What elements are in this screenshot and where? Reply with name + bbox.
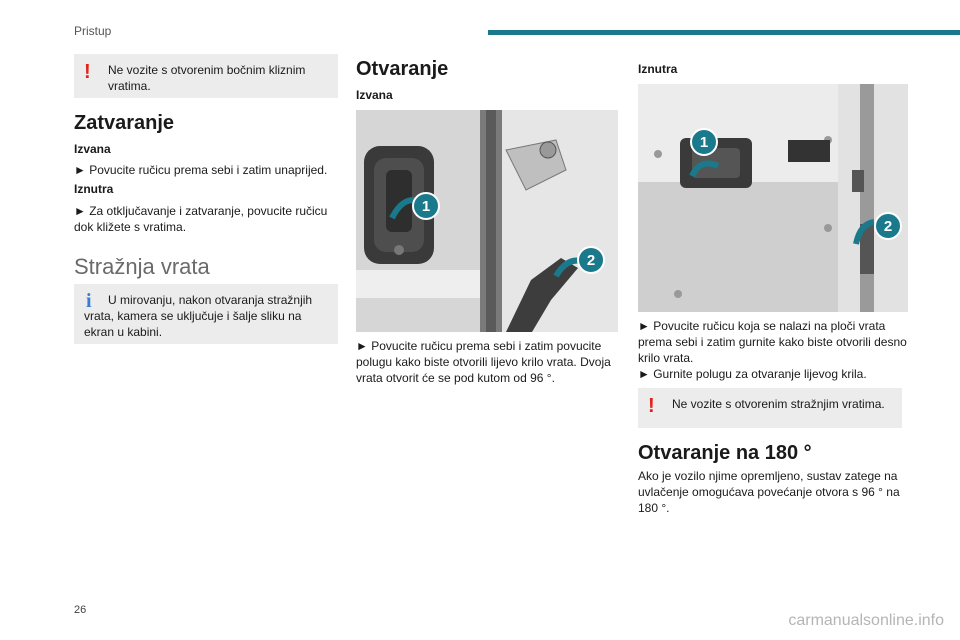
exclamation-icon: ! (84, 61, 91, 83)
heading-opening: Otvaranje (356, 58, 449, 80)
heading-180: Otvaranje na 180 ° (638, 442, 812, 464)
text-closing-inside: ► Za otključavanje i zatvaranje, povucite ručicu dok kližete s vratima. (74, 204, 328, 234)
info-note-camera (74, 284, 338, 344)
page-number: 26 (74, 604, 87, 616)
subheading-inside: Iznutra (74, 182, 114, 196)
subheading-outside: Izvana (74, 142, 111, 156)
figure-outside-handle (356, 110, 618, 332)
callout-2: 2 (883, 218, 893, 235)
callout-2: 2 (586, 252, 596, 269)
callout-1: 1 (699, 134, 709, 151)
heading-closing: Zatvaranje (74, 112, 175, 134)
text-opening-outside: ► Povucite ručicu prema sebi i zatim povucite polugu kako biste otvorili lijevo krilo vrata. Dvoja vrata otvorit će se pod kutom od 96 °. (356, 339, 611, 385)
watermark: carmanualsonline.info (788, 612, 944, 629)
subheading-inside-opening: Iznutra (638, 62, 678, 76)
text-closing-outside: ► Povucite ručicu prema sebi i zatim unaprijed. (74, 163, 328, 177)
exclamation-icon: ! (648, 395, 655, 417)
section-title: Pristup (74, 24, 112, 38)
heading-rear-doors: Stražnja vrata (74, 254, 210, 279)
callout-1: 1 (421, 198, 431, 215)
info-text: U mirovanju, nakon otvaranja stražnjih vrata, kamera se uključuje i šalje sliku na ekran u kabini. (84, 293, 313, 339)
header-accent-bar (488, 30, 960, 35)
info-icon: i (86, 290, 92, 312)
text-180: Ako je vozilo njime opremljeno, sustav zatege na uvlačenje omogućava povećanje otvora s 96 ° na 180 °. (638, 469, 900, 515)
warning-text: Ne vozite s otvorenim stražnjim vratima. (672, 397, 885, 411)
text-opening-inside-2: ► Gurnite polugu za otvaranje lijevog krila. (638, 367, 867, 381)
inside-handle-illustration (638, 84, 908, 312)
subheading-outside-opening: Izvana (356, 88, 393, 102)
warning-note-rear-doors (638, 388, 902, 428)
warning-text: Ne vozite s otvorenim bočnim kliznim vratima. (108, 63, 306, 93)
text-opening-inside-1: ► Povucite ručicu koja se nalazi na ploči vrata prema sebi i zatim gurnite kako biste otvorili desno krilo vrata. (638, 319, 907, 365)
figure-inside-handle (638, 84, 908, 312)
warning-note-sliding-door (74, 54, 338, 98)
outside-handle-illustration (356, 110, 618, 332)
